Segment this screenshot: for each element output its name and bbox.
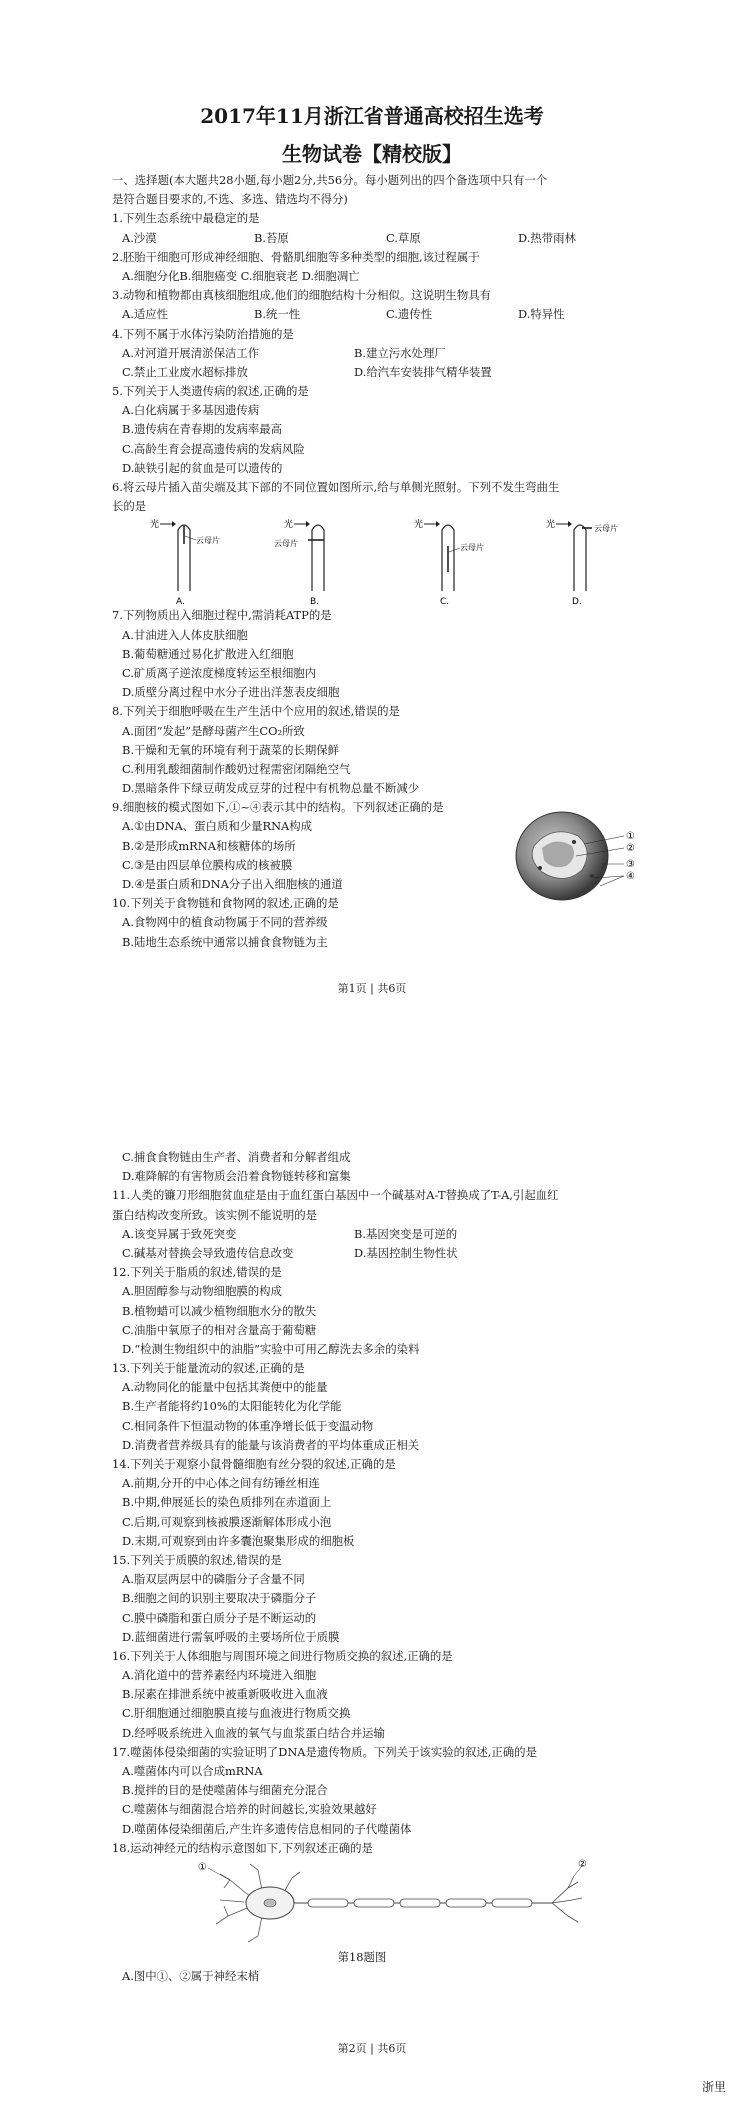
mica-label: 云母片 bbox=[196, 536, 220, 546]
question-3-stem: 3.动物和植物都由真核细胞组成,他们的细胞结构十分相似。这说明生物具有 bbox=[112, 288, 491, 303]
option: C.高龄生育会提高遗传病的发病风险 bbox=[122, 441, 305, 456]
section-intro-cont: 是符合题目要求的,不选、多选、错选均不得分) bbox=[112, 192, 348, 207]
option: C.油脂中氧原子的相对含量高于葡萄糖 bbox=[122, 1322, 317, 1337]
light-label: 光 bbox=[546, 520, 556, 531]
question-10-stem: 10.下列关于食物链和食物网的叙述,正确的是 bbox=[112, 896, 339, 911]
option: D.黑暗条件下绿豆萌发成豆芽的过程中有机物总量不断减少 bbox=[122, 781, 420, 796]
figure-label-a: A. bbox=[176, 597, 185, 607]
question-15-stem: 15.下列关于质膜的叙述,错误的是 bbox=[112, 1552, 282, 1567]
question-4-options-cd bbox=[112, 363, 652, 382]
option: A.甘油进入人体皮肤细胞 bbox=[122, 627, 248, 642]
option: D.基因控制生物性状 bbox=[354, 1245, 458, 1260]
light-label: 光 bbox=[284, 520, 294, 531]
option: A.对河道开展清淤保洁工作 bbox=[122, 345, 260, 360]
option: A.动物同化的能量中包括其粪便中的能量 bbox=[122, 1380, 328, 1395]
exam-title: 2017年11月浙江省普通高校招生选考 bbox=[200, 104, 544, 128]
figure-18-caption: 第18题图 bbox=[337, 1949, 387, 1964]
option: B.尿素在排泄系统中被重新吸收进入血液 bbox=[122, 1687, 328, 1702]
neuron-label-1: ① bbox=[198, 1861, 207, 1873]
mica-label: 云母片 bbox=[274, 539, 298, 549]
option: A.脂双层两层中的磷脂分子含量不同 bbox=[122, 1572, 305, 1587]
question-11-stem: 11.人类的镰刀形细胞贫血症是由于血红蛋白基因中一个碱基对A-T替换成了T-A,引起血红 bbox=[112, 1188, 559, 1203]
nucleus-label-3: ③ bbox=[626, 859, 635, 871]
nucleus-label-2: ② bbox=[626, 843, 635, 855]
figure-label-c: C. bbox=[440, 597, 450, 607]
neuron-label-2: ② bbox=[578, 1858, 587, 1870]
option: A.噬菌体内可以合成mRNA bbox=[122, 1764, 263, 1778]
option: D.消费者营养级具有的能量与该消费者的平均体重成正相关 bbox=[122, 1437, 420, 1452]
question-17-stem: 17.噬菌体侵染细菌的实验证明了DNA是遗传物质。下列关于该实验的叙述,正确的是 bbox=[112, 1744, 537, 1759]
question-3-options bbox=[112, 305, 652, 324]
option: B.植物蜡可以减少植物细胞水分的散失 bbox=[122, 1303, 317, 1318]
option: D.给汽车安装排气精华装置 bbox=[354, 364, 492, 379]
option: A.沙漠 bbox=[122, 230, 157, 245]
option: A.面团“发起”是酵母菌产生CO₂所致 bbox=[122, 723, 305, 738]
option: C.遗传性 bbox=[386, 307, 433, 322]
seedling-mica-figure bbox=[112, 516, 652, 606]
option: D.④是蛋白质和DNA分子出入细胞核的通道 bbox=[122, 877, 343, 891]
question-11-stem-cont: 蛋白结构改变所致。该实例不能说明的是 bbox=[112, 1207, 318, 1222]
option: C.膜中磷脂和蛋白质分子是不断运动的 bbox=[122, 1610, 317, 1625]
option: B.遗传病在青春期的发病率最高 bbox=[122, 422, 283, 437]
page-2-footer: 第2页 | 共6页 bbox=[337, 2042, 407, 2055]
question-11-options-cd bbox=[112, 1244, 652, 1263]
option: A.适应性 bbox=[122, 307, 169, 322]
option: D.特异性 bbox=[518, 307, 565, 322]
option: B.统一性 bbox=[254, 307, 301, 322]
corner-watermark: 浙里 bbox=[701, 2080, 726, 2094]
option: A.图中①、②属于神经末梢 bbox=[122, 1969, 260, 1984]
question-6-stem-cont: 长的是 bbox=[112, 499, 147, 514]
option: B.基因突变是可逆的 bbox=[354, 1226, 458, 1241]
question-12-stem: 12.下列关于脂质的叙述,错误的是 bbox=[112, 1265, 282, 1280]
option: C.相同条件下恒温动物的体重净增长低于变温动物 bbox=[122, 1418, 374, 1433]
seedling-d bbox=[546, 518, 618, 606]
option: D.“检测生物组织中的油脂”实验中可用乙醇洗去多余的染料 bbox=[122, 1341, 420, 1356]
option: A.①由DNA、蛋白质和少量RNA构成 bbox=[122, 819, 313, 834]
question-8-stem: 8.下列关于细胞呼吸在生产生活中个应用的叙述,错误的是 bbox=[112, 704, 400, 719]
option: A.前期,分开的中心体之间有纺锤丝相连 bbox=[122, 1476, 320, 1491]
question-14-stem: 14.下列关于观察小鼠骨髓细胞有丝分裂的叙述,正确的是 bbox=[112, 1457, 396, 1471]
question-7-stem: 7.下列物质出入细胞过程中,需消耗ATP的是 bbox=[112, 608, 332, 623]
page-1-questions bbox=[112, 171, 652, 952]
question-11-options-ab bbox=[112, 1225, 652, 1244]
option: D.经呼吸系统进入血液的氧气与血浆蛋白结合并运输 bbox=[122, 1725, 385, 1740]
option: A.白化病属于多基因遗传病 bbox=[122, 403, 260, 418]
seedling-c bbox=[414, 518, 484, 606]
option: C.捕食食物链由生产者、消费者和分解者组成 bbox=[122, 1150, 351, 1164]
option: B.干燥和无氧的环境有利于蔬菜的长期保鲜 bbox=[122, 742, 340, 757]
light-label: 光 bbox=[150, 520, 160, 531]
option: C.后期,可观察到核被膜逐渐解体形成小泡 bbox=[122, 1514, 332, 1529]
option: B.生产者能将约10%的太阳能转化为化学能 bbox=[122, 1399, 342, 1414]
question-1-stem: 1.下列生态系统中最稳定的是 bbox=[112, 211, 260, 226]
nucleus-label-1: ① bbox=[626, 831, 635, 843]
option: A.消化道中的营养素经内环境进入细胞 bbox=[122, 1668, 317, 1683]
option: A.胆固醇参与动物细胞膜的构成 bbox=[122, 1284, 282, 1299]
seedling-b bbox=[274, 518, 324, 606]
motor-neuron-diagram bbox=[112, 1858, 652, 1948]
option: C.矿质离子逆浓度梯度转运至根细胞内 bbox=[122, 665, 317, 680]
question-6-figure bbox=[112, 516, 652, 606]
figure-label-d: D. bbox=[572, 597, 582, 607]
question-2-stem: 2.胚胎干细胞可形成神经细胞、骨骼肌细胞等多种类型的细胞,该过程属于 bbox=[112, 249, 480, 264]
mica-label: 云母片 bbox=[594, 524, 618, 534]
option: C.碱基对替换会导致遗传信息改变 bbox=[122, 1245, 294, 1260]
option: B.陆地生态系统中通常以捕食食物链为主 bbox=[122, 934, 328, 949]
question-18-stem: 18.运动神经元的结构示意图如下,下列叙述正确的是 bbox=[112, 1840, 373, 1855]
question-5-stem: 5.下列关于人类遗传病的叙述,正确的是 bbox=[112, 384, 309, 399]
option: C.③是由四层单位膜构成的核被膜 bbox=[122, 857, 293, 872]
option: C.利用乳酸细菌制作酸奶过程需密闭隔绝空气 bbox=[122, 761, 351, 776]
option: A.该变异属于致死突变 bbox=[122, 1226, 237, 1241]
option: B.葡萄糖通过易化扩散进入红细胞 bbox=[122, 646, 294, 661]
figure-label-b: B. bbox=[310, 597, 320, 607]
option: B.建立污水处理厂 bbox=[354, 345, 446, 360]
option: B.中期,伸展延长的染色质排列在赤道面上 bbox=[122, 1495, 332, 1510]
mica-label: 云母片 bbox=[460, 543, 484, 553]
option: D.热带雨林 bbox=[518, 230, 576, 245]
page-2-questions bbox=[112, 1148, 652, 1986]
option: D.质壁分离过程中水分子进出洋葱表皮细胞 bbox=[122, 685, 340, 700]
question-1-options bbox=[112, 229, 652, 248]
nucleus-label-4: ④ bbox=[626, 871, 635, 883]
option: C.噬菌体与细菌混合培养的时间越长,实验效果越好 bbox=[122, 1802, 377, 1817]
option: C.禁止工业废水超标排放 bbox=[122, 364, 248, 379]
question-4-stem: 4.下列不属于水体污染防治措施的是 bbox=[112, 326, 294, 341]
option: D.蓝细菌进行需氧呼吸的主要场所位于质膜 bbox=[122, 1629, 340, 1644]
option: C.草原 bbox=[386, 230, 421, 245]
option: D.难降解的有害物质会沿着食物链转移和富集 bbox=[122, 1169, 351, 1184]
seedling-a bbox=[150, 518, 220, 606]
option: D.末期,可观察到由许多囊泡聚集形成的细胞板 bbox=[122, 1533, 355, 1548]
option: B.②是形成mRNA和核糖体的场所 bbox=[122, 838, 296, 853]
nucleus-diagram bbox=[512, 806, 652, 906]
light-label: 光 bbox=[414, 520, 424, 531]
option: D.缺铁引起的贫血是可以遗传的 bbox=[122, 460, 283, 475]
exam-subtitle: 生物试卷【精校版】 bbox=[282, 142, 462, 166]
option: B.苔原 bbox=[254, 230, 289, 245]
question-9-block bbox=[112, 798, 652, 894]
option: A.食物网中的植食动物属于不同的营养级 bbox=[122, 915, 328, 930]
question-18-figure bbox=[112, 1858, 652, 1948]
option: B.细胞之间的识别主要取决于磷脂分子 bbox=[122, 1591, 317, 1606]
question-2-options: A.细胞分化B.细胞癌变 C.细胞衰老 D.细胞凋亡 bbox=[122, 268, 360, 283]
question-16-stem: 16.下列关于人体细胞与周围环境之间进行物质交换的叙述,正确的是 bbox=[112, 1648, 453, 1663]
question-6-stem: 6.将云母片插入苗尖端及其下部的不同位置如图所示,给与单侧光照射。下列不发生弯曲生 bbox=[112, 480, 560, 494]
option: B.搅拌的目的是使噬菌体与细菌充分混合 bbox=[122, 1783, 328, 1798]
page-1-footer: 第1页 | 共6页 bbox=[337, 982, 407, 995]
option: D.噬菌体侵染细菌后,产生许多遗传信息相同的子代噬菌体 bbox=[122, 1821, 412, 1836]
question-4-options-ab bbox=[112, 344, 652, 363]
question-13-stem: 13.下列关于能量流动的叙述,正确的是 bbox=[112, 1361, 305, 1376]
option: C.肝细胞通过细胞膜直接与血液进行物质交换 bbox=[122, 1706, 351, 1721]
section-intro: 一、选择题(本大题共28小题,每小题2分,共56分。每小题列出的四个备选项中只有一个 bbox=[112, 173, 548, 187]
question-9-stem: 9.细胞核的模式图如下,①~④表示其中的结构。下列叙述正确的是 bbox=[112, 800, 444, 815]
